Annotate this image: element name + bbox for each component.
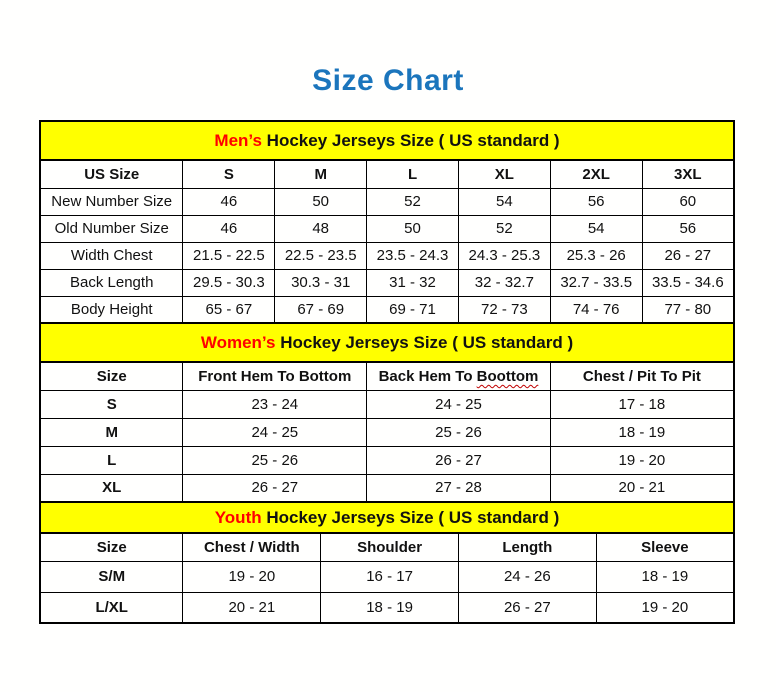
cell-value: 54 [550, 215, 642, 242]
cell-value: 23 - 24 [183, 390, 367, 418]
cell-value: 24 - 25 [367, 390, 551, 418]
column-header: L [367, 160, 459, 188]
cell-value: 20 - 21 [550, 474, 734, 502]
cell-value: 60 [642, 188, 734, 215]
cell-value: 54 [458, 188, 550, 215]
youth-section-banner [39, 501, 735, 534]
cell-value: 27 - 28 [367, 474, 551, 502]
column-header: Front Hem To Bottom [183, 362, 367, 390]
header-row [40, 533, 734, 561]
table-row [40, 296, 734, 323]
cell-value: 19 - 20 [596, 592, 734, 623]
column-header: Sleeve [596, 533, 734, 561]
column-header: Length [458, 533, 596, 561]
table-row [40, 592, 734, 623]
row-label: Width Chest [40, 242, 183, 269]
table-row [40, 188, 734, 215]
cell-value: 33.5 - 34.6 [642, 269, 734, 296]
column-header: XL [458, 160, 550, 188]
table-row [40, 242, 734, 269]
row-label: Old Number Size [40, 215, 183, 242]
column-header: Size [40, 533, 183, 561]
cell-value: 29.5 - 30.3 [183, 269, 275, 296]
cell-value: 19 - 20 [550, 446, 734, 474]
mens-section-banner [39, 120, 735, 161]
youth-size-table [39, 532, 735, 624]
table-row [40, 561, 734, 592]
cell-value: 46 [183, 188, 275, 215]
cell-value: 20 - 21 [183, 592, 321, 623]
row-label: Back Length [40, 269, 183, 296]
cell-value: 50 [275, 188, 367, 215]
column-header: US Size [40, 160, 183, 188]
row-label: New Number Size [40, 188, 183, 215]
cell-value: 32 - 32.7 [458, 269, 550, 296]
row-label: S/M [40, 561, 183, 592]
cell-value: 22.5 - 23.5 [275, 242, 367, 269]
womens-section-subtitle: Hockey Jerseys Size ( US standard ) [275, 333, 574, 352]
cell-value: 48 [275, 215, 367, 242]
column-header: 2XL [550, 160, 642, 188]
row-label: M [40, 418, 183, 446]
column-header-text: Back Hem To [378, 367, 477, 385]
youth-section-name: Youth [214, 508, 262, 527]
cell-value: 18 - 19 [321, 592, 459, 623]
cell-value: 26 - 27 [458, 592, 596, 623]
cell-value: 74 - 76 [550, 296, 642, 323]
table-row [40, 390, 734, 418]
header-row [40, 160, 734, 188]
mens-section-name: Men’s [214, 131, 262, 150]
cell-value: 69 - 71 [367, 296, 459, 323]
row-label: L/XL [40, 592, 183, 623]
cell-value: 65 - 67 [183, 296, 275, 323]
cell-value: 24 - 25 [183, 418, 367, 446]
column-header: M [275, 160, 367, 188]
cell-value: 24 - 26 [458, 561, 596, 592]
cell-value: 17 - 18 [550, 390, 734, 418]
row-label: XL [40, 474, 183, 502]
row-label: S [40, 390, 183, 418]
table-row [40, 418, 734, 446]
cell-value: 72 - 73 [458, 296, 550, 323]
column-header: S [183, 160, 275, 188]
cell-value: 19 - 20 [183, 561, 321, 592]
cell-value: 26 - 27 [183, 474, 367, 502]
cell-value: 52 [458, 215, 550, 242]
column-header: 3XL [642, 160, 734, 188]
column-header: Size [40, 362, 183, 390]
cell-value: 18 - 19 [550, 418, 734, 446]
row-label: Body Height [40, 296, 183, 323]
column-header: Chest / Width [183, 533, 321, 561]
womens-section-name: Women’s [200, 333, 276, 352]
column-header [367, 362, 551, 390]
column-header: Chest / Pit To Pit [550, 362, 734, 390]
youth-section-subtitle: Hockey Jerseys Size ( US standard ) [261, 508, 560, 527]
page-title: Size Chart [312, 64, 464, 97]
cell-value: 21.5 - 22.5 [183, 242, 275, 269]
mens-section-subtitle: Hockey Jerseys Size ( US standard ) [261, 131, 560, 150]
cell-value: 46 [183, 215, 275, 242]
cell-value: 25 - 26 [183, 446, 367, 474]
mens-size-table [39, 159, 735, 324]
cell-value: 67 - 69 [275, 296, 367, 323]
cell-value: 31 - 32 [367, 269, 459, 296]
cell-value: 56 [642, 215, 734, 242]
row-label: L [40, 446, 183, 474]
cell-value: 56 [550, 188, 642, 215]
cell-value: 77 - 80 [642, 296, 734, 323]
cell-value: 50 [367, 215, 459, 242]
table-row [40, 474, 734, 502]
womens-size-table [39, 361, 735, 503]
table-row [40, 446, 734, 474]
table-row [40, 269, 734, 296]
cell-value: 26 - 27 [367, 446, 551, 474]
cell-value: 16 - 17 [321, 561, 459, 592]
table-row [40, 215, 734, 242]
cell-value: 26 - 27 [642, 242, 734, 269]
cell-value: 25.3 - 26 [550, 242, 642, 269]
cell-value: 25 - 26 [367, 418, 551, 446]
misspelled-word: Boottom [476, 367, 539, 385]
cell-value: 23.5 - 24.3 [367, 242, 459, 269]
cell-value: 18 - 19 [596, 561, 734, 592]
cell-value: 52 [367, 188, 459, 215]
cell-value: 30.3 - 31 [275, 269, 367, 296]
womens-section-banner [39, 322, 735, 363]
column-header: Shoulder [321, 533, 459, 561]
cell-value: 24.3 - 25.3 [458, 242, 550, 269]
header-row [40, 362, 734, 390]
cell-value: 32.7 - 33.5 [550, 269, 642, 296]
size-chart [39, 120, 735, 624]
